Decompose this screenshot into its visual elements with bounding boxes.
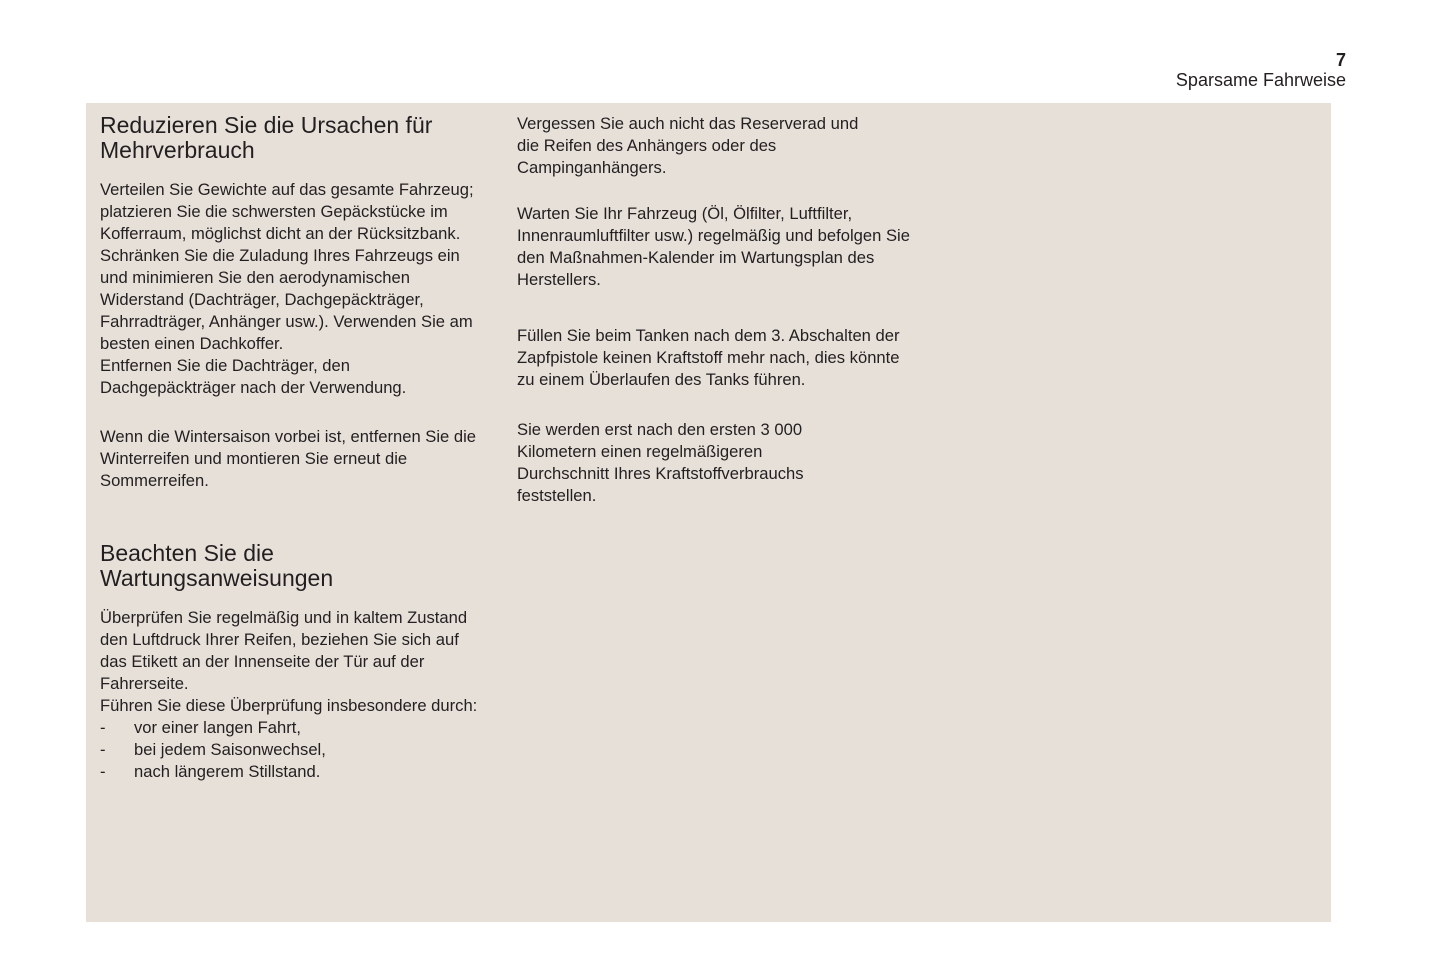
paragraph-kilometer: Sie werden erst nach den ersten 3 000 Kilometern einen regelmäßigeren Durchschnitt Ihres Kraftstoffverbrauchs feststellen. [517,420,804,505]
check-list [100,717,495,783]
paragraph-wartung: Warten Sie Ihr Fahrzeug (Öl, Ölfilter, Luftfilter, Innenraumluftfilter usw.) regelmäßig und befolgen Sie den Maßnahmen-Kalender im Wartungsplan des Herstellers. [517,204,910,289]
paragraph-wintersaison: Wenn die Wintersaison vorbei ist, entfernen Sie die Winterreifen und montieren Sie erneut die Sommerreifen. [100,427,477,490]
list-item-text: nach längerem Stillstand. [134,762,321,781]
list-item [100,761,495,783]
list-item [100,717,495,739]
list-item-text: bei jedem Saisonwechsel, [134,740,326,759]
left-column [100,113,495,783]
page-number: 7 [1335,50,1346,70]
paragraph-luftdruck: Überprüfen Sie regelmäßig und in kaltem Zustand den Luftdruck Ihrer Reifen, beziehen Sie sich auf das Etikett an der Innenseite der Tür auf der Fahrerseite. [100,608,468,693]
list-item-text: vor einer langen Fahrt, [134,718,301,737]
list-bullet: - [100,718,106,737]
paragraph-reserverad: Vergessen Sie auch nicht das Reserverad und die Reifen des Anhängers oder des Campinganhängers. [517,114,859,177]
paragraph-dachtraeger: Entfernen Sie die Dachträger, den Dachgepäckträger nach der Verwendung. [100,356,407,397]
heading-wartungsanweisungen: Beachten Sie die Wartungsanweisungen [100,540,334,591]
right-column [517,113,917,507]
paragraph-ueberpruefung: Führen Sie diese Überprüfung insbesondere durch: [100,696,478,715]
list-bullet: - [100,762,106,781]
section-title: Sparsame Fahrweise [1175,70,1346,90]
list-bullet: - [100,740,106,759]
list-item [100,739,495,761]
content-panel [86,103,1331,922]
paragraph-zuladung: Schränken Sie die Zuladung Ihres Fahrzeugs ein und minimieren Sie den aerodynamischen Widerstand (Dachträger, Dachgepäckträger, Fahrradträger, Anhänger usw.). Verwenden Sie am besten einen Dachkoffer. [100,246,473,353]
paragraph-tanken: Füllen Sie beim Tanken nach dem 3. Abschalten der Zapfpistole keinen Kraftstoff mehr nach, dies könnte zu einem Überlaufen des Tanks führen. [517,326,900,389]
heading-mehrverbrauch: Reduzieren Sie die Ursachen für Mehrverbrauch [100,112,433,163]
paragraph-gewichte: Verteilen Sie Gewichte auf das gesamte Fahrzeug; platzieren Sie die schwersten Gepäckstücke im Kofferraum, möglichst dicht an der Rücksitzbank. [100,180,474,243]
